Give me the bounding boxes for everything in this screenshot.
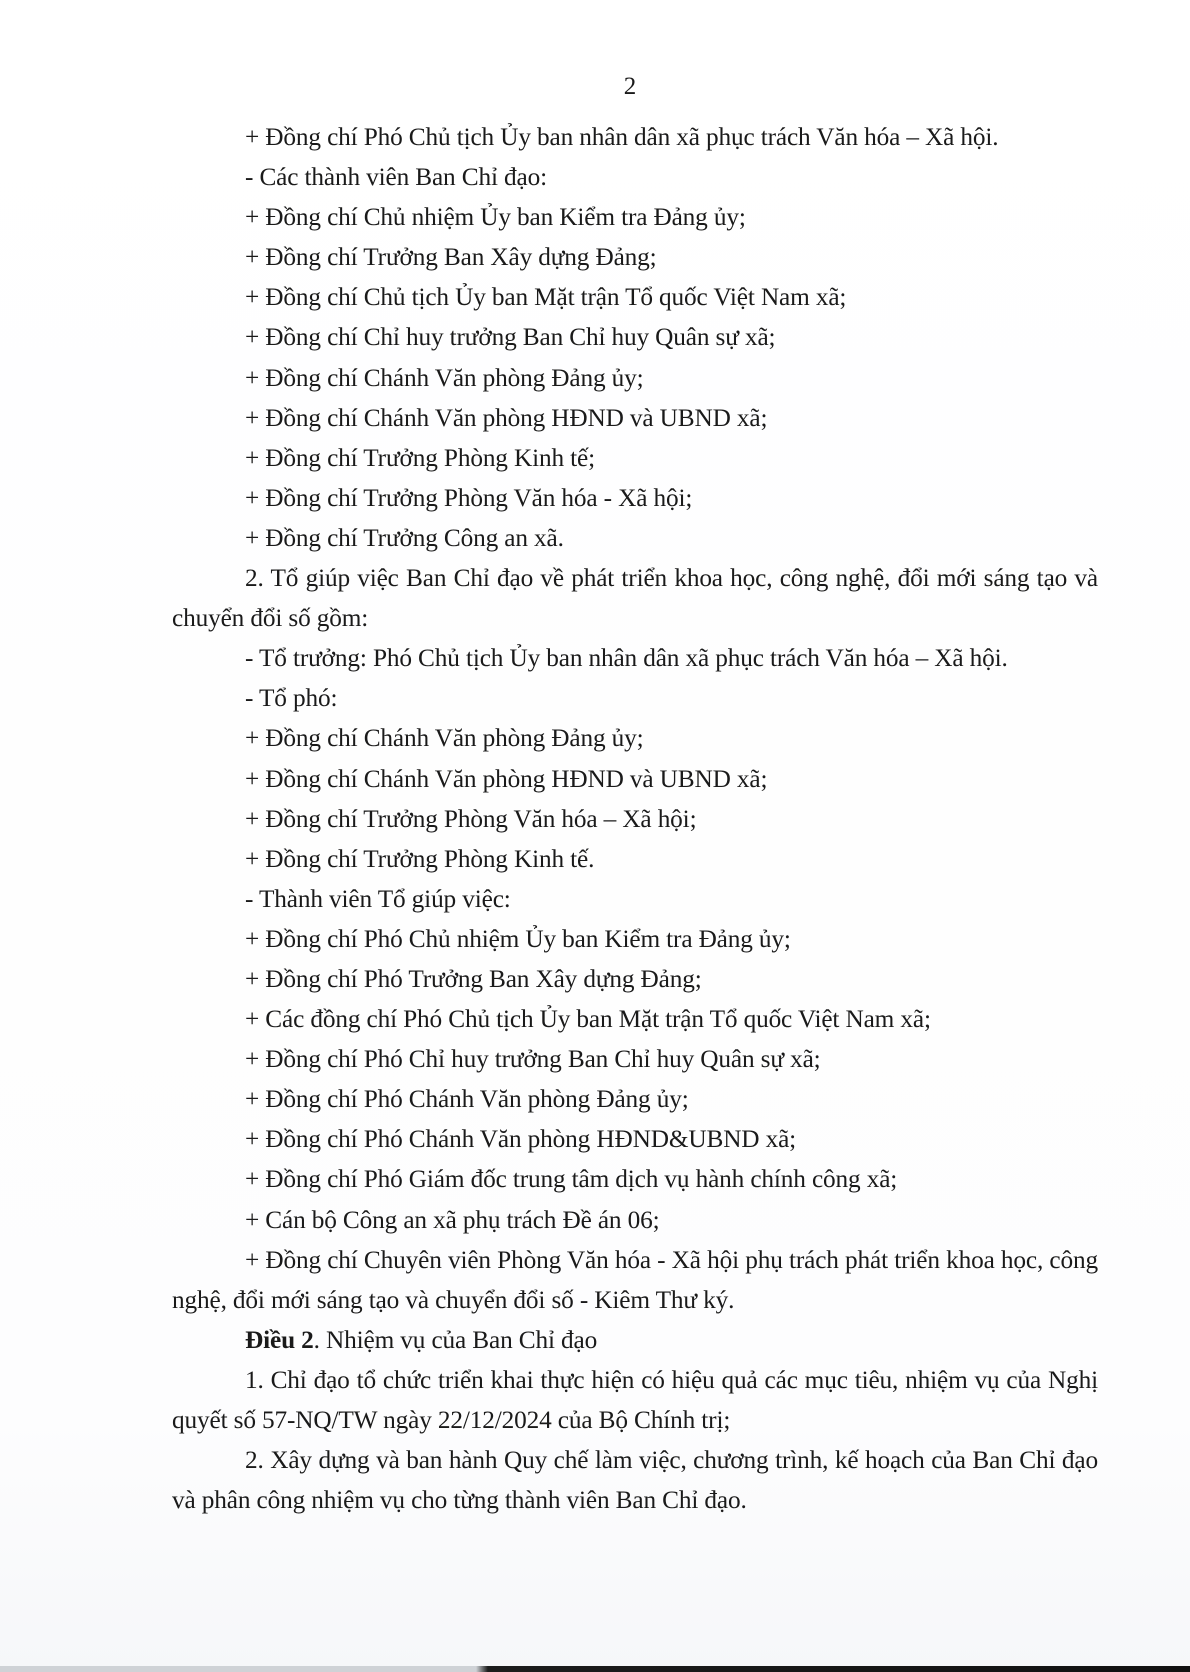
page-number: 2 [623, 73, 637, 100]
article-2-item-2: 2. Xây dựng và ban hành Quy chế làm việc, chương trình, kế hoạch của Ban Chỉ đạo và phân công nhiệm vụ cho từng thành viên Ban Chỉ đạo. [172, 1446, 1098, 1515]
list-item: + Đồng chí Phó Trưởng Ban Xây dựng Đảng; [245, 964, 702, 993]
article-2-label: Điều 2 [245, 1325, 314, 1354]
list-item: + Đồng chí Trưởng Ban Xây dựng Đảng; [245, 243, 657, 272]
list-item: + Đồng chí Trưởng Phòng Kinh tế. [245, 844, 595, 873]
article-2-heading [172, 1320, 1098, 1360]
paragraph-support-team: 2. Tổ giúp việc Ban Chỉ đạo về phát triển khoa học, công nghệ, đổi mới sáng tạo và chuyển đổi số gồm: [172, 564, 1098, 633]
list-item: + Đồng chí Phó Chỉ huy trưởng Ban Chỉ huy Quân sự xã; [245, 1045, 821, 1074]
list-item: + Đồng chí Trưởng Phòng Kinh tế; [245, 443, 595, 472]
article-2-item-1: 1. Chỉ đạo tổ chức triển khai thực hiện có hiệu quả các mục tiêu, nhiệm vụ của Nghị quyết số 57-NQ/TW ngày 22/12/2024 của Bộ Chính trị; [172, 1365, 1098, 1434]
article-2-title: . Nhiệm vụ của Ban Chỉ đạo [313, 1325, 598, 1354]
list-item: + Đồng chí Phó Chánh Văn phòng Đảng ủy; [245, 1085, 689, 1114]
section-label-team-members: - Thành viên Tổ giúp việc: [245, 884, 511, 913]
list-item: + Đồng chí Chủ nhiệm Ủy ban Kiểm tra Đảng ủy; [245, 203, 746, 232]
list-item: + Đồng chí Chánh Văn phòng HĐND và UBND xã; [245, 403, 768, 432]
list-item: + Đồng chí Trưởng Phòng Văn hóa – Xã hội; [245, 804, 697, 833]
list-item: + Đồng chí Chánh Văn phòng Đảng ủy; [245, 363, 644, 392]
document-body [172, 117, 1098, 1520]
list-item-secretary: + Đồng chí Chuyên viên Phòng Văn hóa - Xã hội phụ trách phát triển khoa học, công nghệ, đổi mới sáng tạo và chuyển đổi số - Kiêm Thư ký. [172, 1245, 1098, 1314]
list-item: + Đồng chí Chủ tịch Ủy ban Mặt trận Tổ quốc Việt Nam xã; [245, 283, 847, 312]
list-item: + Đồng chí Chánh Văn phòng Đảng ủy; [245, 724, 644, 753]
section-label-deputies: - Tổ phó: [245, 684, 338, 713]
list-item: + Đồng chí Chỉ huy trưởng Ban Chỉ huy Quân sự xã; [245, 323, 776, 352]
list-item-vice-chair-culture: + Đồng chí Phó Chủ tịch Ủy ban nhân dân xã phục trách Văn hóa – Xã hội. [245, 123, 999, 151]
list-item: + Cán bộ Công an xã phụ trách Đề án 06; [245, 1205, 660, 1234]
team-leader-line: - Tổ trưởng: Phó Chủ tịch Ủy ban nhân dân xã phục trách Văn hóa – Xã hội. [245, 644, 1008, 673]
section-label-members: - Các thành viên Ban Chỉ đạo: [245, 163, 547, 192]
list-item: + Đồng chí Phó Chánh Văn phòng HĐND&UBND xã; [245, 1125, 797, 1154]
list-item: + Đồng chí Chánh Văn phòng HĐND và UBND xã; [245, 764, 768, 793]
list-item: + Đồng chí Trưởng Phòng Văn hóa - Xã hội; [245, 483, 693, 512]
list-item: + Đồng chí Phó Giám đốc trung tâm dịch vụ hành chính công xã; [245, 1165, 898, 1194]
scan-edge [0, 1666, 1190, 1672]
list-item: + Các đồng chí Phó Chủ tịch Ủy ban Mặt trận Tổ quốc Việt Nam xã; [245, 1005, 931, 1034]
list-item: + Đồng chí Phó Chủ nhiệm Ủy ban Kiểm tra Đảng ủy; [245, 924, 791, 953]
list-item: + Đồng chí Trưởng Công an xã. [245, 523, 564, 552]
